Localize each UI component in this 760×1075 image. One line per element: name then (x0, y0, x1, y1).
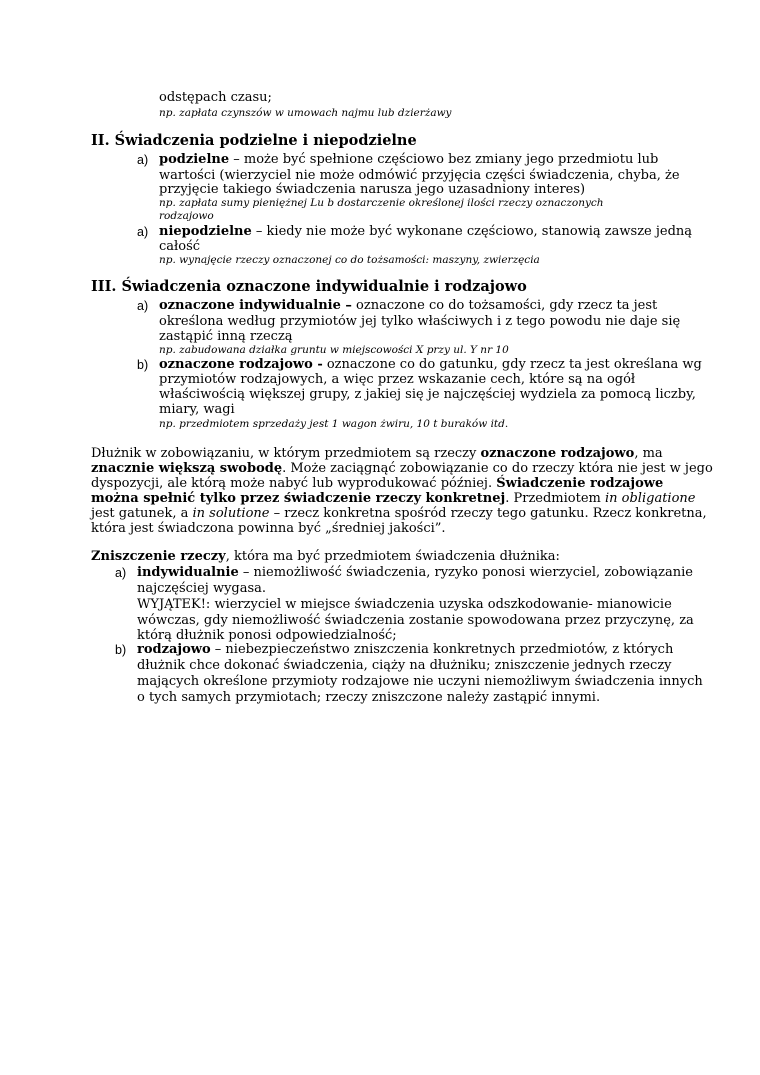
section2-a-line2: wartości (wierzyciel nie może odmówić przyjęcia części świadczenia, chyba, że (159, 168, 680, 183)
section3-b-line4: miary, wagi (159, 402, 235, 417)
top-example: np. zapłata czynszów w umowach najmu lub dzierżawy (159, 107, 452, 119)
paragraph2-b-line3: mających określone przymioty rodzajowe nie uczyni niemożliwym świadczenia innych (137, 674, 703, 689)
section3-a-line2: określona według przymiotów jej tylko właściwych i z tego powodu nie daje się (159, 314, 681, 329)
section2-a-example2: rodzajowo (159, 210, 214, 222)
section2-a-line1-rest: – może być spełnione częściowo bez zmiany jego przedmiotu lub (229, 152, 659, 167)
section3-a-term: oznaczone indywidualnie – (159, 298, 352, 313)
paragraph2-b-line4: o tych samych przymiotach; rzeczy zniszczone należy zastąpić innymi. (137, 690, 601, 705)
p1-l4-text: . Przedmiotem (505, 491, 605, 506)
top-line: odstępach czasu; (159, 90, 272, 105)
p1-l2-text: . Może zaciągnąć zobowiązanie co do rzeczy która nie jest w jego (282, 461, 713, 476)
paragraph2-intro (91, 549, 560, 565)
p1-l3-bold: Świadczenie rodzajowe (496, 476, 664, 491)
section2-a-line1 (159, 152, 658, 168)
section3-b-term: oznaczone rodzajowo - (159, 357, 323, 372)
section2-b-marker: a) (137, 225, 149, 239)
section3-heading: III. Świadczenia oznaczone indywidualnie i rodzajowo (91, 278, 527, 295)
paragraph2-a-line1 (137, 565, 693, 581)
p2-a-line1-rest: – niemożliwość świadczenia, ryzyko ponosi wierzyciel, zobowiązanie (238, 565, 693, 580)
p1-l5-end: – rzecz konkretna spośród rzeczy tego gatunku. Rzecz konkretna, (269, 506, 707, 521)
section2-a-line3: przyjęcie takiego świadczenia narusza jego uzasadniony interes) (159, 182, 586, 197)
section3-a-line1 (159, 298, 657, 314)
section3-a-line1-rest: oznaczone co do tożsamości, gdy rzecz ta jest (351, 298, 658, 313)
section2-b-line2: całość (159, 239, 201, 254)
section3-a-line3: zastąpić inną rzeczą (159, 329, 293, 344)
p2-intro-term: Zniszczenie rzeczy (91, 549, 226, 564)
paragraph2-b-line1 (137, 642, 673, 658)
section3-a-marker: a) (137, 299, 149, 313)
section2-b-term: niepodzielne (159, 224, 252, 239)
section3-a-example: np. zabudowana działka gruntu w miejscowości X przy ul. Y nr 10 (159, 344, 509, 356)
paragraph2-a-line4: wówczas, gdy niemożliwość świadczenia zostanie spowodowana przez przyczynę, za (137, 613, 694, 628)
p2-a-term: indywidualnie (137, 565, 239, 580)
p1-l3-text: dyspozycji, ale którą może nabyć lub wyprodukować później. (91, 476, 497, 491)
section3-b-line2: przymiotów rodzajowych, a więc przez wskazanie cech, które są na ogół (159, 372, 636, 387)
section3-b-example: np. przedmiotem sprzedaży jest 1 wagon żwiru, 10 t buraków itd. (159, 418, 509, 430)
section2-b-line1-rest: – kiedy nie może być wykonane częściowo, stanowią zawsze jedną (251, 224, 693, 239)
paragraph1-line5 (91, 506, 707, 522)
section3-b-marker: b) (137, 358, 149, 372)
p1-l2-bold: znacznie większą swobodę (91, 461, 283, 476)
section2-heading: II. Świadczenia podzielne i niepodzielne (91, 132, 417, 149)
paragraph2-b-marker: b) (115, 643, 127, 657)
p1-l4-bold: można spełnić tylko przez świadczenie rzeczy konkretnej (91, 491, 506, 506)
paragraph2-a-marker: a) (115, 566, 127, 580)
paragraph2-a-line2: najczęściej wygasa. (137, 581, 267, 596)
section2-a-marker: a) (137, 153, 149, 167)
p1-l5-text: jest gatunek, a (91, 506, 193, 521)
paragraph1-line1 (91, 446, 663, 462)
p2-intro-rest: , która ma być przedmiotem świadczenia dłużnika: (225, 549, 560, 564)
section3-b-line1-rest: oznaczone co do gatunku, gdy rzecz ta jest określana wg (322, 357, 702, 372)
p1-l1-bold: oznaczone rodzajowo (480, 446, 635, 461)
p1-l1-text: Dłużnik w zobowiązaniu, w którym przedmiotem są rzeczy (91, 446, 481, 461)
paragraph1-line4 (91, 491, 695, 507)
section3-b-line1 (159, 357, 702, 373)
p2-b-term: rodzajowo (137, 642, 211, 657)
paragraph1-line2 (91, 461, 713, 477)
p2-b-line1-rest: – niebezpieczeństwo zniszczenia konkretnych przedmiotów, z których (210, 642, 674, 657)
p1-l5-italic: in solutione (192, 506, 270, 521)
paragraph2-a-line3: WYJĄTEK!: wierzyciel w miejsce świadczenia uzyska odszkodowanie- mianowicie (137, 597, 672, 612)
p1-l4-italic: in obligatione (605, 491, 696, 506)
section3-b-line3: właściwością większej grupy, z jakiej się je najczęściej wydziela za pomocą liczby, (159, 387, 696, 402)
p1-l1-end: , ma (634, 446, 663, 461)
paragraph1-line3 (91, 476, 663, 492)
paragraph1-line6: która jest świadczona powinna być „średniej jakości”. (91, 521, 446, 536)
paragraph2-a-line5: którą dłużnik ponosi odpowiedzialność; (137, 628, 397, 643)
section2-a-term: podzielne (159, 152, 230, 167)
paragraph2-b-line2: dłużnik chce dokonać świadczenia, ciąży na dłużniku; zniszczenie jednych rzeczy (137, 658, 672, 673)
section2-b-example: np. wynajęcie rzeczy oznaczonej co do tożsamości: maszyny, zwierzęcia (159, 254, 540, 266)
section2-b-line1 (159, 224, 692, 240)
section2-a-example1: np. zapłata sumy pieniężnej Lu b dostarczenie określonej ilości rzeczy oznaczonych (159, 197, 604, 209)
